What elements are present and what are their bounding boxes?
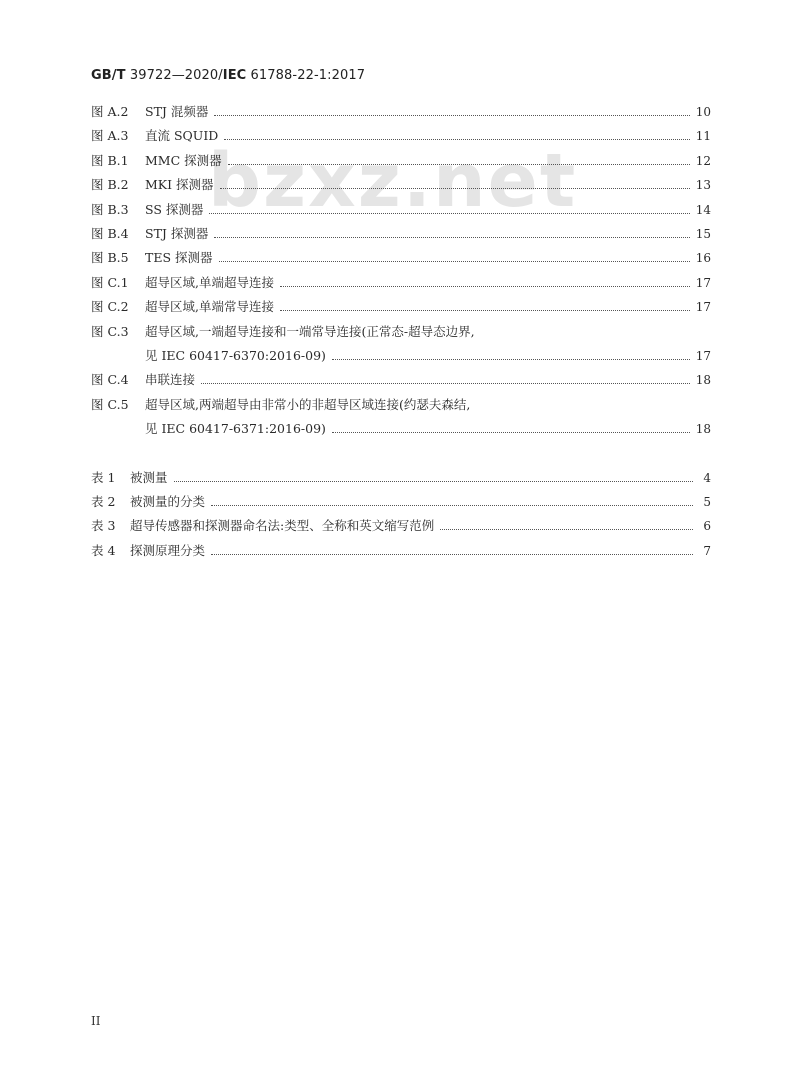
entry-title: 超导区域,一端超导连接和一端常导连接(正常态-超导态边界, (145, 323, 475, 339)
toc-figure-entry[interactable] (91, 248, 711, 268)
leader-dots (280, 285, 690, 287)
entry-number: 表 3 (91, 518, 116, 534)
toc-table-entry[interactable] (91, 492, 711, 512)
entry-page-number: 16 (695, 251, 711, 266)
entry-title: MMC 探测器 (145, 152, 222, 168)
entry-title: 探测原理分类 (130, 542, 206, 558)
entry-title: 被测量的分类 (130, 494, 206, 509)
entry-number: 图 C.5 (91, 396, 129, 412)
entry-number: 图 C.1 (91, 274, 129, 290)
entry-number: 图 C.3 (91, 323, 129, 339)
entry-title: TES 探测器 (145, 250, 213, 266)
toc-figure-entry[interactable] (91, 419, 711, 439)
leader-dots (440, 528, 693, 530)
entry-number: 图 B.1 (91, 152, 129, 168)
toc-figure-entry[interactable] (91, 175, 711, 195)
entry-page-number: 17 (695, 349, 711, 363)
toc-figure-entry[interactable] (91, 297, 711, 317)
toc-figure-entry[interactable] (91, 151, 711, 171)
entry-title: 被测量 (130, 469, 168, 485)
leader-dots (332, 358, 690, 360)
leader-dots (280, 309, 690, 311)
toc-figure-entry[interactable] (91, 273, 711, 293)
entry-page-number: 5 (703, 495, 711, 509)
entry-title-continued: 见 IEC 60417-6370:2016-09) (145, 348, 326, 363)
entry-page-number: 6 (703, 519, 711, 534)
entry-title: STJ 探测器 (145, 226, 209, 241)
entry-number: 图 B.2 (91, 177, 129, 193)
entry-page-number: 18 (695, 422, 711, 437)
toc-figure-entry[interactable] (91, 224, 711, 244)
leader-dots (211, 553, 693, 555)
leader-dots (214, 236, 689, 238)
entry-page-number: 13 (695, 178, 711, 193)
leader-dots (201, 382, 690, 384)
toc-figure-entry[interactable] (91, 126, 711, 146)
toc-figure-entry[interactable] (91, 322, 711, 342)
entry-page-number: 15 (695, 227, 711, 241)
entry-title: 超导区域,单端常导连接 (145, 299, 274, 315)
entry-title: SS 探测器 (145, 201, 204, 217)
leader-dots (211, 504, 693, 506)
entry-number: 表 1 (91, 469, 116, 485)
entry-title: STJ 混频器 (145, 104, 209, 119)
document-code-header: GB/T 39722—2020/IEC 61788-22-1:2017 (91, 68, 366, 83)
entry-page-number: 11 (695, 129, 711, 144)
entry-title: 串联连接 (145, 372, 196, 388)
page-number: II (91, 1014, 101, 1028)
entry-page-number: 12 (695, 153, 711, 168)
leader-dots (174, 480, 693, 482)
entry-page-number: 10 (695, 105, 711, 119)
entry-number: 图 A.2 (91, 104, 129, 119)
leader-dots (224, 138, 689, 140)
entry-title: 直流 SQUID (145, 128, 219, 144)
entry-title: 超导传感器和探测器命名法:类型、全称和英文缩写范例 (130, 518, 435, 534)
entry-title: 超导区域,单端超导连接 (145, 274, 274, 290)
leader-dots (220, 187, 690, 189)
entry-number: 图 B.5 (91, 250, 129, 266)
leader-dots (228, 163, 690, 165)
entry-title: MKI 探测器 (145, 177, 214, 193)
toc-table-entry[interactable] (91, 468, 711, 488)
entry-title: 超导区域,两端超导由非常小的非超导区域连接(约瑟夫森结, (145, 396, 471, 412)
entry-number: 表 4 (91, 542, 116, 558)
toc-table-entry[interactable] (91, 541, 711, 561)
toc-figure-entry[interactable] (91, 200, 711, 220)
leader-dots (209, 212, 689, 214)
entry-number: 图 C.4 (91, 372, 129, 388)
watermark: bzxz.net (208, 138, 578, 224)
entry-number: 表 2 (91, 494, 116, 509)
toc-figure-entry[interactable] (91, 346, 711, 366)
entry-page-number: 4 (703, 470, 711, 485)
entry-page-number: 18 (695, 373, 711, 388)
leader-dots (332, 431, 690, 433)
entry-page-number: 17 (695, 300, 711, 315)
entry-number: 图 C.2 (91, 299, 129, 315)
leader-dots (219, 260, 690, 262)
entry-number: 图 B.3 (91, 201, 129, 217)
entry-title-continued: 见 IEC 60417-6371:2016-09) (145, 421, 326, 437)
toc-table-entry[interactable] (91, 516, 711, 536)
entry-page-number: 14 (695, 202, 711, 217)
entry-number: 图 A.3 (91, 128, 129, 144)
entry-page-number: 17 (695, 275, 711, 290)
toc-figure-entry[interactable] (91, 395, 711, 415)
toc-figure-entry[interactable] (91, 102, 711, 122)
leader-dots (214, 114, 689, 116)
toc-figure-entry[interactable] (91, 370, 711, 390)
entry-page-number: 7 (703, 543, 711, 558)
entry-number: 图 B.4 (91, 226, 129, 241)
